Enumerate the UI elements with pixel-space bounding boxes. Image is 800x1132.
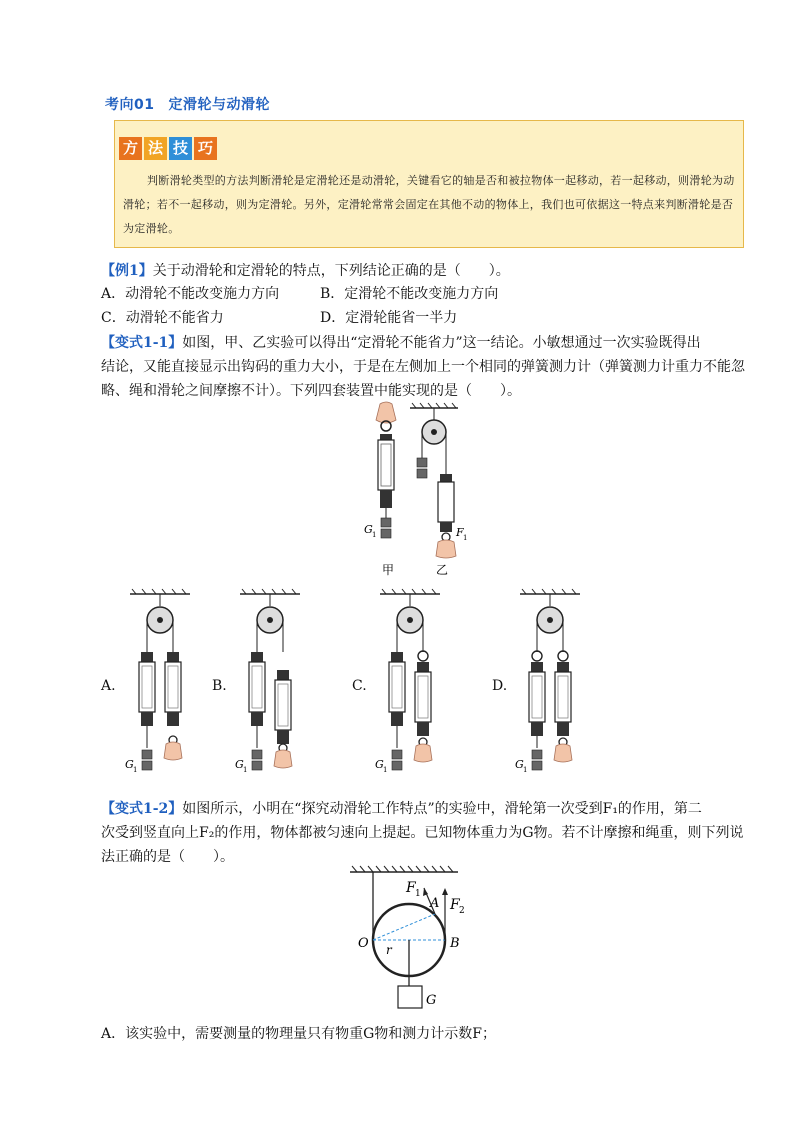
fig-f1-sub: 1 [415, 889, 421, 899]
variant-1-1-option-c-label: C. [352, 678, 367, 694]
example-1-option-b: B．定滑轮不能改变施力方向 [320, 286, 499, 302]
variant-1-1-line-3: 略、绳和滑轮之间摩擦不计）。下列四套装置中能实现的是（ ）。 [101, 383, 521, 399]
variant-1-1-text-1: 如图，甲、乙实验可以得出“定滑轮不能省力”这一结论。小敏想通过一次实验既得出 [182, 335, 701, 351]
variant-1-1-tag: 【变式1-1】 [101, 335, 183, 351]
figure-jia [364, 402, 396, 539]
badge-char-2: 法 [144, 137, 167, 160]
variant-1-1-line-1 [101, 332, 701, 352]
fig-point-b: B [450, 936, 460, 951]
option-a-g-sub: 1 [133, 766, 138, 774]
fig-yi-f-label: F [456, 526, 464, 539]
fig-jia-g-label: G [364, 523, 373, 536]
variant-1-2-line-3: 法正确的是（ ）。 [101, 849, 234, 865]
example-1-option-c: C．动滑轮不能省力 [101, 310, 224, 326]
fig-jia-caption: 甲 [382, 563, 395, 577]
section-heading [105, 94, 270, 114]
figure-jia-yi [350, 400, 470, 580]
fig-f1-label: F [406, 880, 416, 896]
variant-1-2-line-2: 次受到竖直向上F₂的作用，物体都被匀速向上提起。已知物体重力为G物。若不计摩擦和绳重，则下列说 [101, 825, 744, 841]
variant-1-1-option-figures [120, 585, 600, 780]
option-b-figure [235, 589, 300, 774]
variant-1-1-option-a-label: A. [101, 678, 116, 694]
fig-weight-g: G [426, 993, 437, 1008]
badge-char-3: 技 [169, 137, 192, 160]
option-c-figure [375, 589, 440, 774]
figure-yi [410, 403, 467, 558]
example-1-tag: 【例1】 [101, 263, 153, 279]
section-title: 定滑轮与动滑轮 [168, 97, 270, 113]
variant-1-1-option-d-label: D. [492, 678, 508, 694]
option-d-figure [515, 589, 580, 774]
fig-f2-sub: 2 [459, 906, 465, 916]
variant-1-1-line-2: 结论，又能直接显示出钩码的重力大小，于是在左侧加上一个相同的弹簧测力计（弹簧测力计重力不能忽 [101, 359, 745, 375]
option-b-g-sub: 1 [243, 766, 248, 774]
option-a-g-label: G [125, 758, 134, 771]
badge-char-4: 巧 [194, 137, 217, 160]
fig-f2-label: F [450, 897, 460, 913]
fig-radius-r: r [386, 943, 392, 957]
option-d-g-label: G [515, 758, 524, 771]
fig-jia-g-sub: 1 [372, 531, 377, 539]
method-tip-box [114, 120, 744, 248]
example-1-question [101, 260, 510, 280]
example-1-option-a: A．动滑轮不能改变施力方向 [101, 286, 280, 302]
option-c-g-sub: 1 [383, 766, 388, 774]
badge-char-1: 方 [119, 137, 142, 160]
option-c-g-label: G [375, 758, 384, 771]
variant-1-1-option-b-label: B. [212, 678, 227, 694]
method-tip-text: 判断滑轮类型的方法判断滑轮是定滑轮还是动滑轮，关键看它的轴是否和被拉物体一起移动，若一起移动，则滑轮为动滑轮；若不一起移动，则为定滑轮。另外，定滑轮常常会固定在其他不动的物体上，我们也可依据这一特点来判断滑轮是否为定滑轮。 [123, 174, 735, 235]
variant-1-2-line-1 [101, 798, 702, 818]
option-d-g-sub: 1 [523, 766, 528, 774]
variant-1-2-tag: 【变式1-2】 [101, 801, 183, 817]
variant-1-2-option-a: A．该实验中，需要测量的物理量只有物重G物和测力计示数F； [101, 1026, 497, 1042]
fig-yi-f-sub: 1 [463, 534, 468, 542]
variant-1-2-text-1: 如图所示，小明在“探究动滑轮工作特点”的实验中，滑轮第一次受到F₁的作用，第二 [182, 801, 702, 817]
variant-1-2-figure [340, 862, 470, 1012]
section-number: 考向01 [105, 97, 155, 113]
example-1-option-d: D．定滑轮能省一半力 [320, 310, 458, 326]
fig-point-o: O [358, 936, 369, 951]
option-a-figure [125, 589, 190, 774]
example-1-text: 关于动滑轮和定滑轮的特点，下列结论正确的是（ ）。 [152, 263, 510, 279]
option-b-g-label: G [235, 758, 244, 771]
fig-point-a: A [430, 896, 440, 911]
method-tip-badge [119, 137, 217, 160]
fig-yi-caption: 乙 [436, 563, 449, 577]
